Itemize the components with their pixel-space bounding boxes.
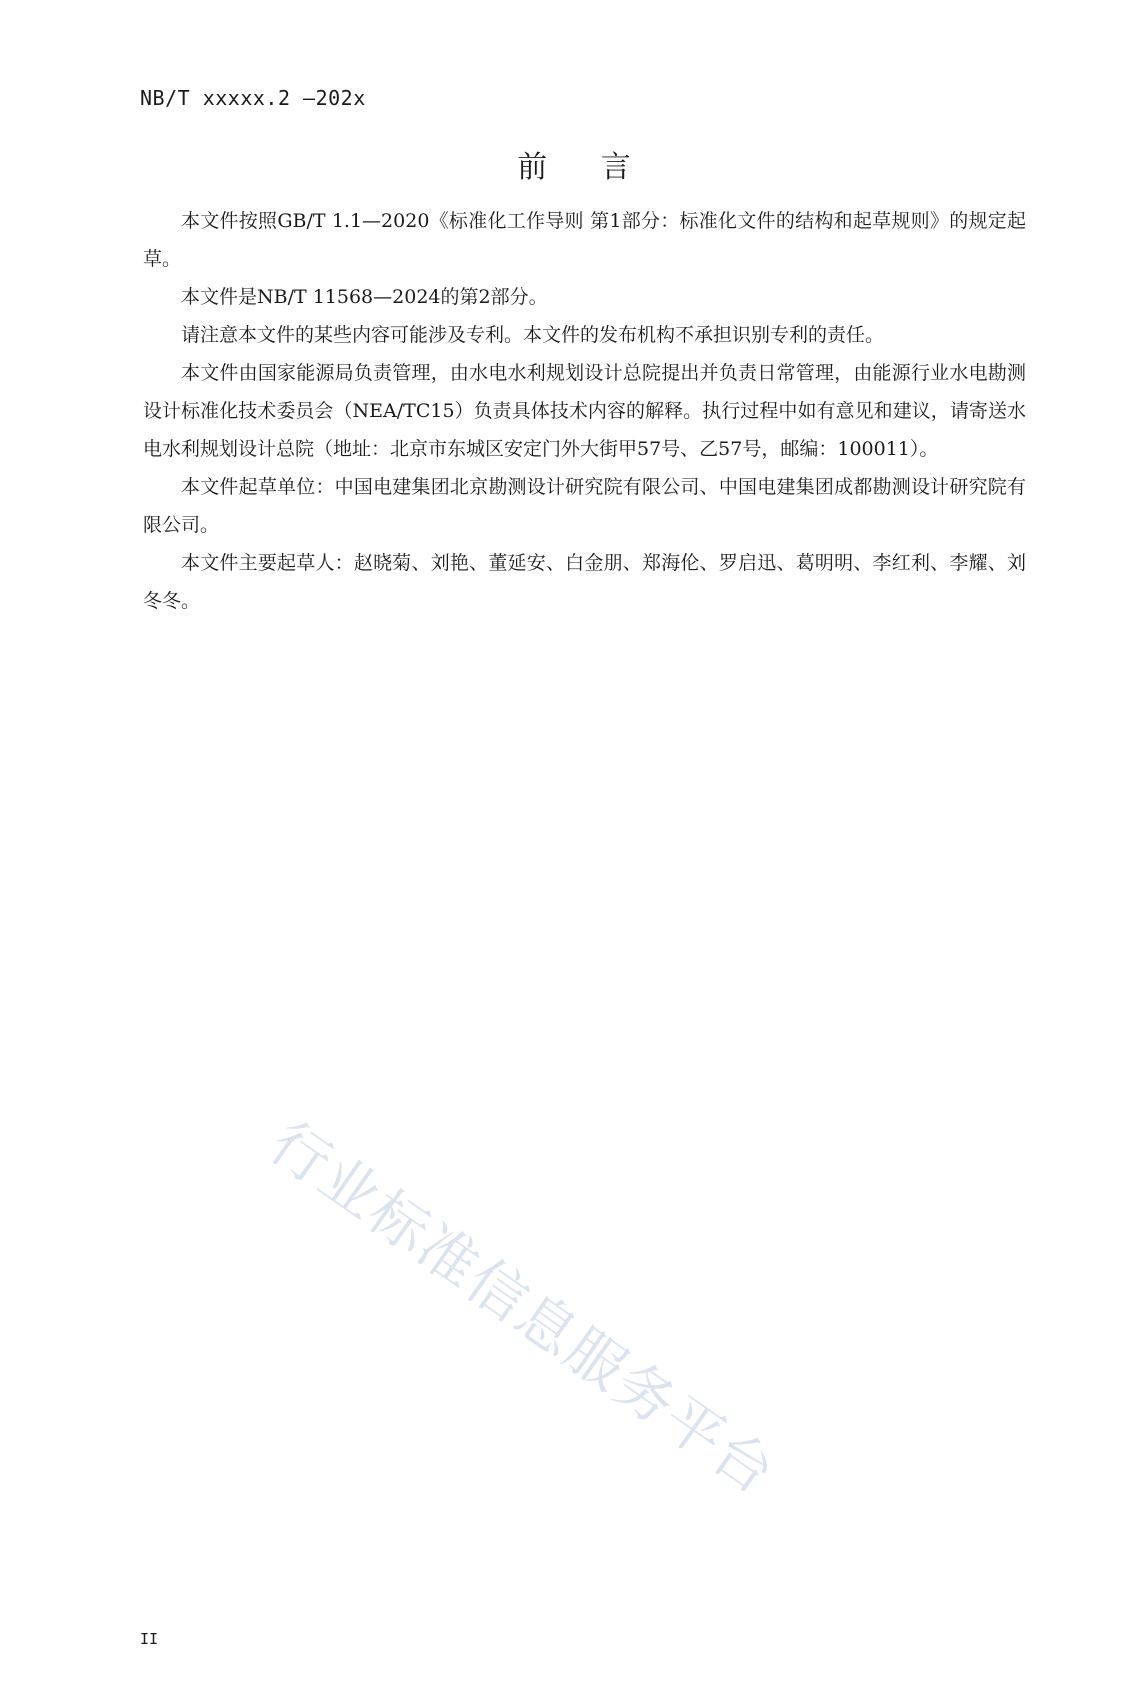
- paragraph-part-info: 本文件是NB/T 11568—2024的第2部分。: [181, 286, 548, 308]
- document-code-header: NB/T xxxxx.2 —202x: [140, 86, 366, 110]
- paragraph-drafting-rules: 本文件按照GB/T 1.1—2020《标准化工作导则 第1部分：标准化文件的结构和起草规则》的规定起草。: [143, 210, 1026, 270]
- foreword-body: [143, 202, 1026, 620]
- watermark-text: 行业标准信息服务平台: [257, 1108, 789, 1509]
- paragraph-patent-notice: 请注意本文件的某些内容可能涉及专利。本文件的发布机构不承担识别专利的责任。: [181, 324, 885, 346]
- paragraph-drafting-units: 本文件起草单位：中国电建集团北京勘测设计研究院有限公司、中国电建集团成都勘测设计研究院有限公司。: [143, 476, 1026, 536]
- page-title: 前 言: [517, 150, 653, 185]
- paragraph-drafters: 本文件主要起草人：赵晓菊、刘艳、董延安、白金朋、郑海伦、罗启迅、葛明明、李红利、李耀、刘冬冬。: [143, 552, 1026, 612]
- page-number: II: [140, 1630, 159, 1648]
- paragraph-management: 本文件由国家能源局负责管理，由水电水利规划设计总院提出并负责日常管理，由能源行业水电勘测设计标准化技术委员会（NEA/TC15）负责具体技术内容的解释。执行过程中如有意见和建议，请寄送水电水利规划设计总院（地址：北京市东城区安定门外大街甲57号、乙57号，邮编：100011）。: [143, 362, 1026, 460]
